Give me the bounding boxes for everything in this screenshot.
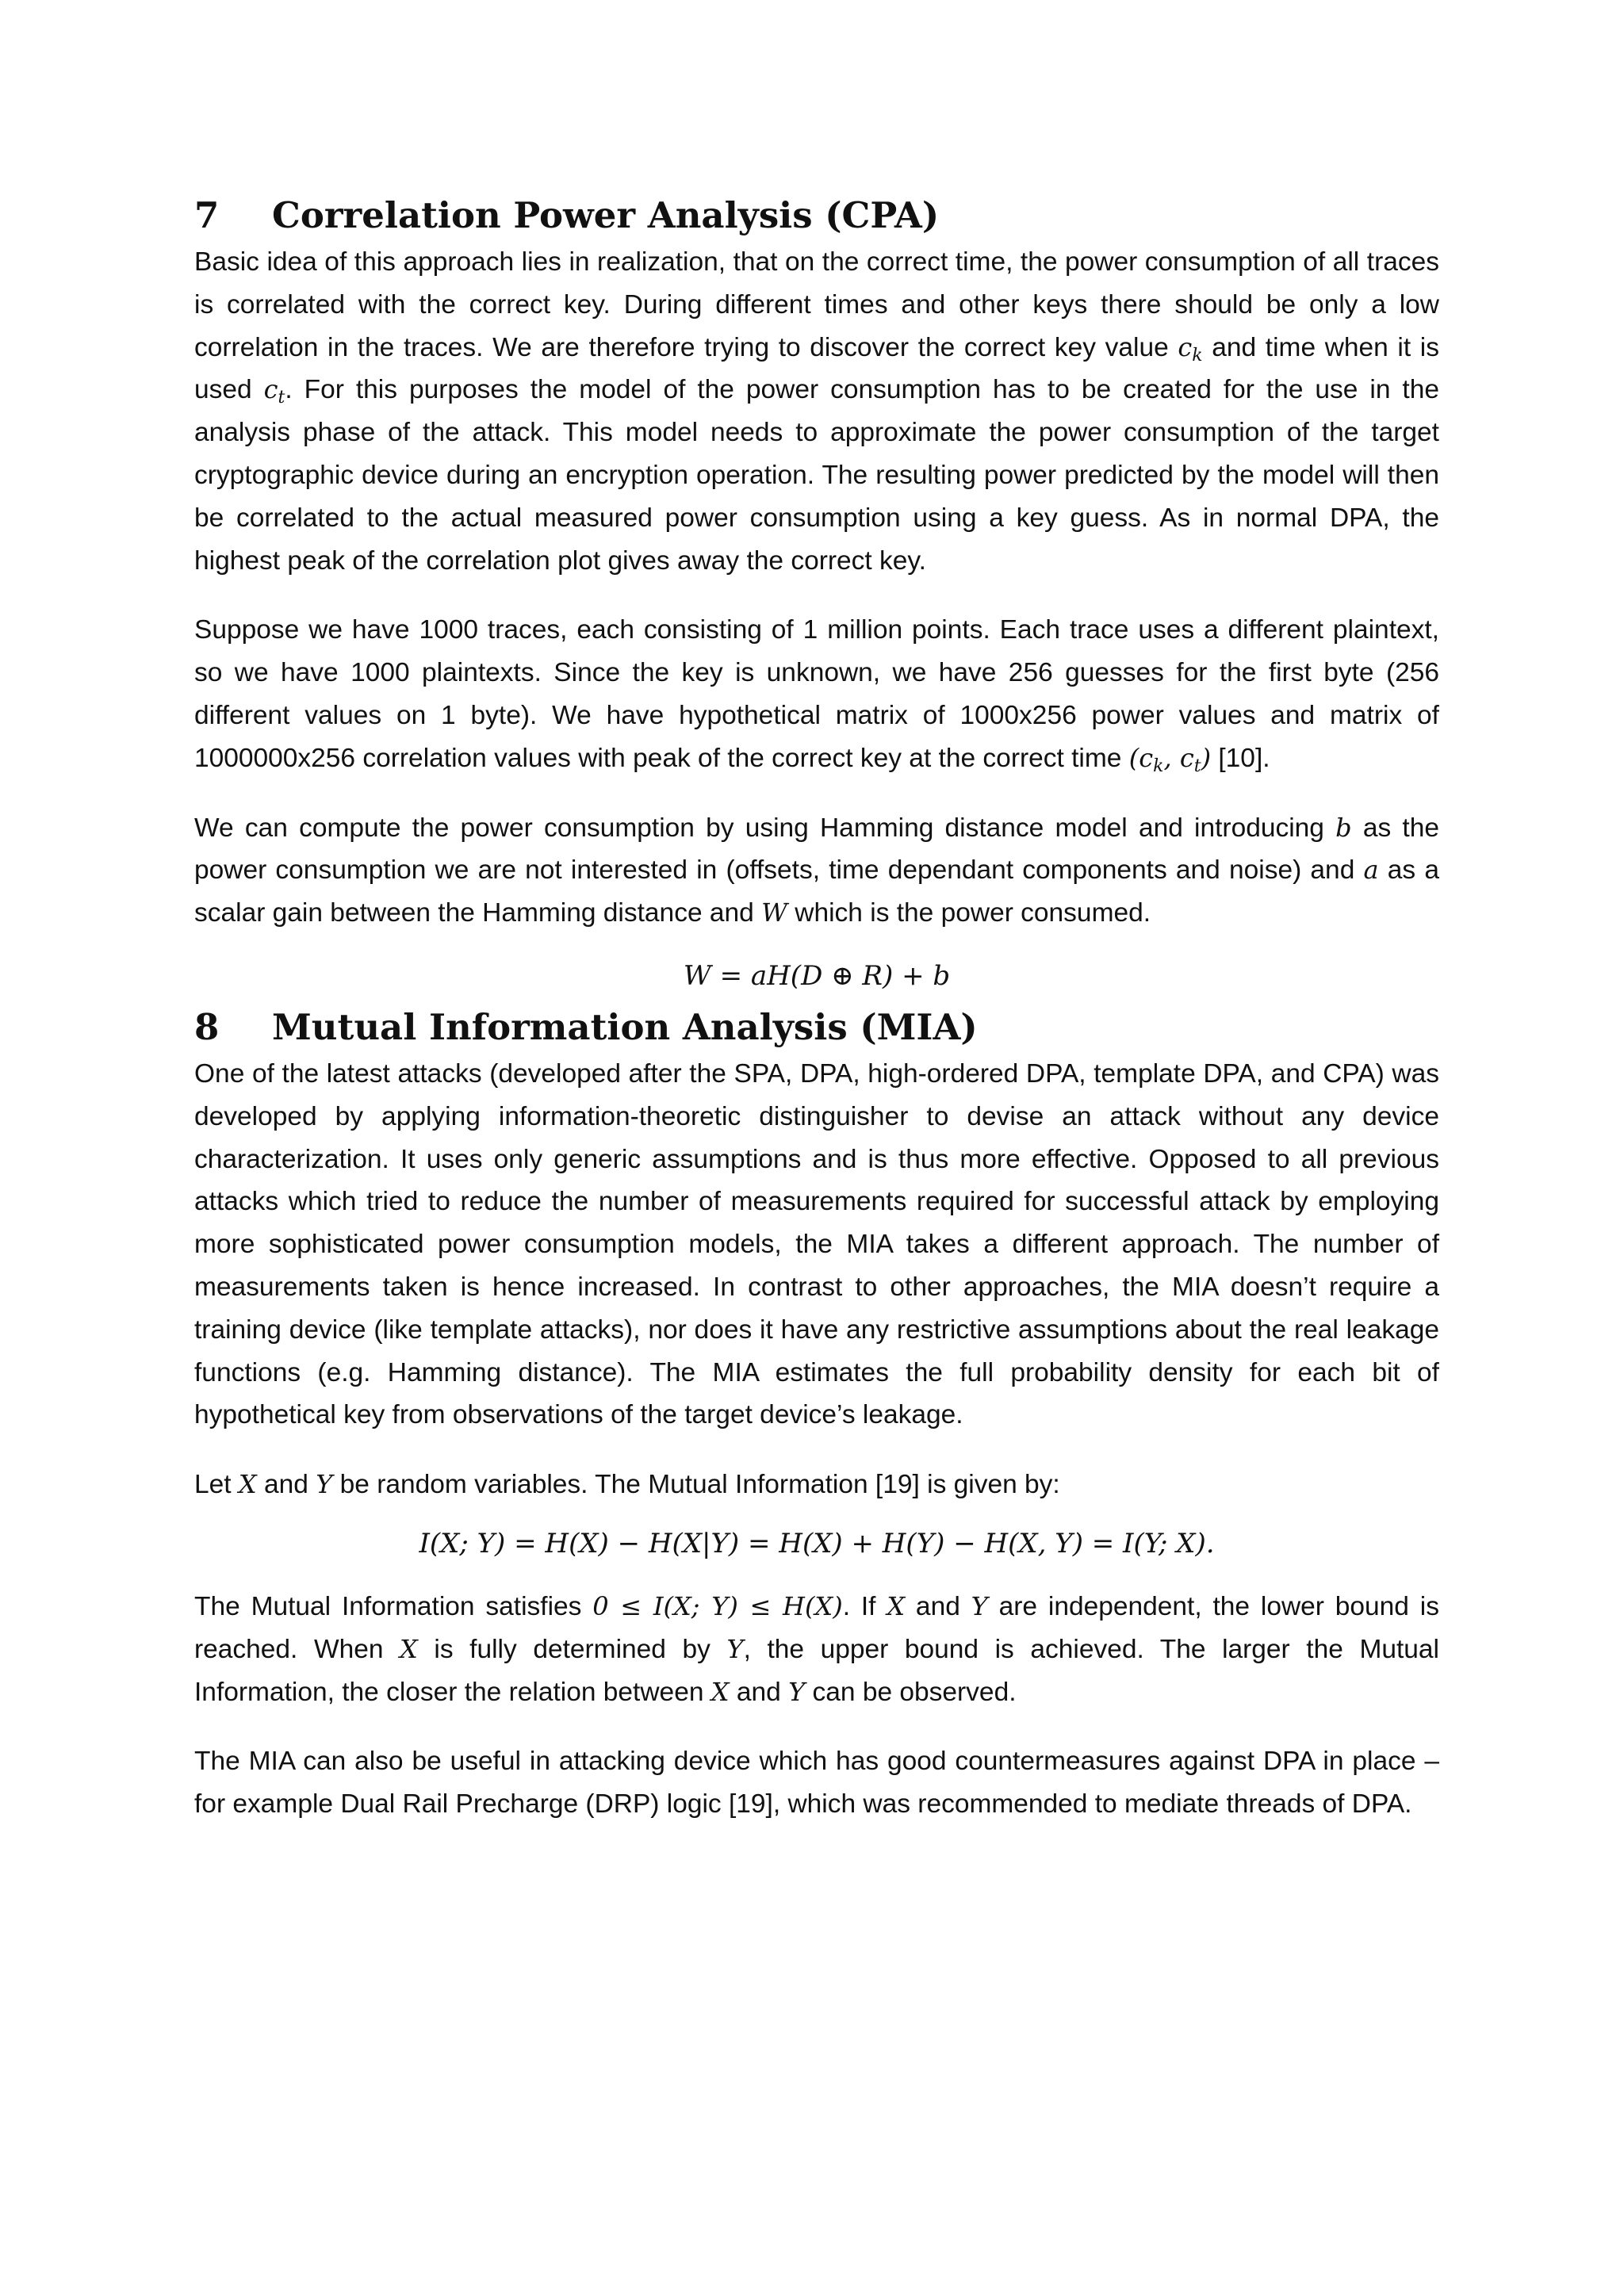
math-w: W xyxy=(761,897,787,928)
math-inequality: 0 ≤ I(X; Y) ≤ H(X) xyxy=(592,1590,843,1621)
cpa-paragraph-3: We can compute the power consumption by using Hamming distance model and introducing b as the power consumption we are not interested in (offsets, time dependant components and noise) and a as a scalar gain between the Hamming distance and W which is the power consumed. xyxy=(194,812,1439,928)
section-number: 7 xyxy=(194,194,220,236)
document-page xyxy=(194,190,1439,1826)
math-a: a xyxy=(1363,855,1379,886)
math-b: b xyxy=(1335,812,1352,843)
section-title: Mutual Information Analysis (MIA) xyxy=(272,1005,978,1048)
math-y: Y xyxy=(726,1633,744,1664)
math-key-time-pair: ($c_k$, $c_t$) xyxy=(1128,742,1212,776)
math-y: Y xyxy=(971,1590,988,1621)
section-7-heading xyxy=(194,190,1439,241)
math-x: X xyxy=(887,1590,906,1621)
section-8-heading xyxy=(194,1002,1439,1053)
cpa-paragraph-1: Basic idea of this approach lies in realization, that on the correct time, the power consumption of all traces is correlated with the correct key. During different times and other keys there should be only a low correlation in the traces. We are therefore trying to discover the correct key value $c_k$ and time when it is used $c_t$. For this purposes the model of the power consumption has to be created for the use in the analysis phase of the attack. This model needs to approximate the power consumption of the target cryptographic device during an encryption operation. The resulting power predicted by the model will then be correlated to the actual measured power consumption using a key guess. As in normal DPA, the highest peak of the correlation plot gives away the correct key. xyxy=(194,247,1439,576)
math-ck: $c_k$ xyxy=(1178,331,1203,365)
math-x: X xyxy=(710,1676,730,1707)
mia-paragraph-3: The Mutual Information satisfies 0 ≤ I(X; Y) ≤ H(X). If X and Y are independent, the lower bound is reached. When X is fully determined by Y, the upper bound is achieved. The larger the Mutual Information, the closer the relation between X and Y can be observed. xyxy=(194,1590,1439,1707)
power-model-equation: W = aH(D ⊕ R) + b xyxy=(683,959,951,992)
section-title: Correlation Power Analysis (CPA) xyxy=(272,194,940,236)
math-x: X xyxy=(400,1633,418,1664)
section-number: 8 xyxy=(194,1005,220,1048)
mia-paragraph-1: One of the latest attacks (developed after the SPA, DPA, high-ordered DPA, template DPA, and CPA) was developed by applying information-theoretic distinguisher to devise an attack without any device characterization. It uses only generic assumptions and is thus more effective. Opposed to all previous attacks which tried to reduce the number of measurements required for successful attack by employing more sophisticated power consumption models, the MIA takes a different approach. The number of measurements taken is hence increased. In contrast to other approaches, the MIA doesn’t require a training device (like template attacks), nor does it have any restrictive assumptions about the real leakage functions (e.g. Hamming distance). The MIA estimates the full probability density for each bit of hypothetical key from observations of the target device’s leakage. xyxy=(194,1058,1439,1430)
math-y: Y xyxy=(316,1469,333,1500)
mia-paragraph-2: Let X and Y be random variables. The Mutual Information [19] is given by: xyxy=(194,1469,1060,1500)
math-x: X xyxy=(238,1469,257,1500)
math-y: Y xyxy=(788,1676,806,1707)
mia-paragraph-4: The MIA can also be useful in attacking device which has good countermeasures against DPA in place – for example Dual Rail Precharge (DRP) logic [19], which was recommended to mediate threads of DPA. xyxy=(194,1747,1439,1820)
cpa-paragraph-2: Suppose we have 1000 traces, each consisting of 1 million points. Each trace uses a different plaintext, so we have 1000 plaintexts. Since the key is unknown, we have 256 guesses for the first byte (256 different values on 1 byte). We have hypothetical matrix of 1000x256 power values and matrix of 1000000x256 correlation values with peak of the correct key at the correct time ($c_k$, $c_t$) [10]. xyxy=(194,615,1439,776)
math-ct: $c_t$ xyxy=(263,374,285,408)
mutual-information-equation: I(X; Y) = H(X) − H(X|Y) = H(X) + H(Y) − H(X, Y) = I(Y; X). xyxy=(419,1527,1215,1559)
